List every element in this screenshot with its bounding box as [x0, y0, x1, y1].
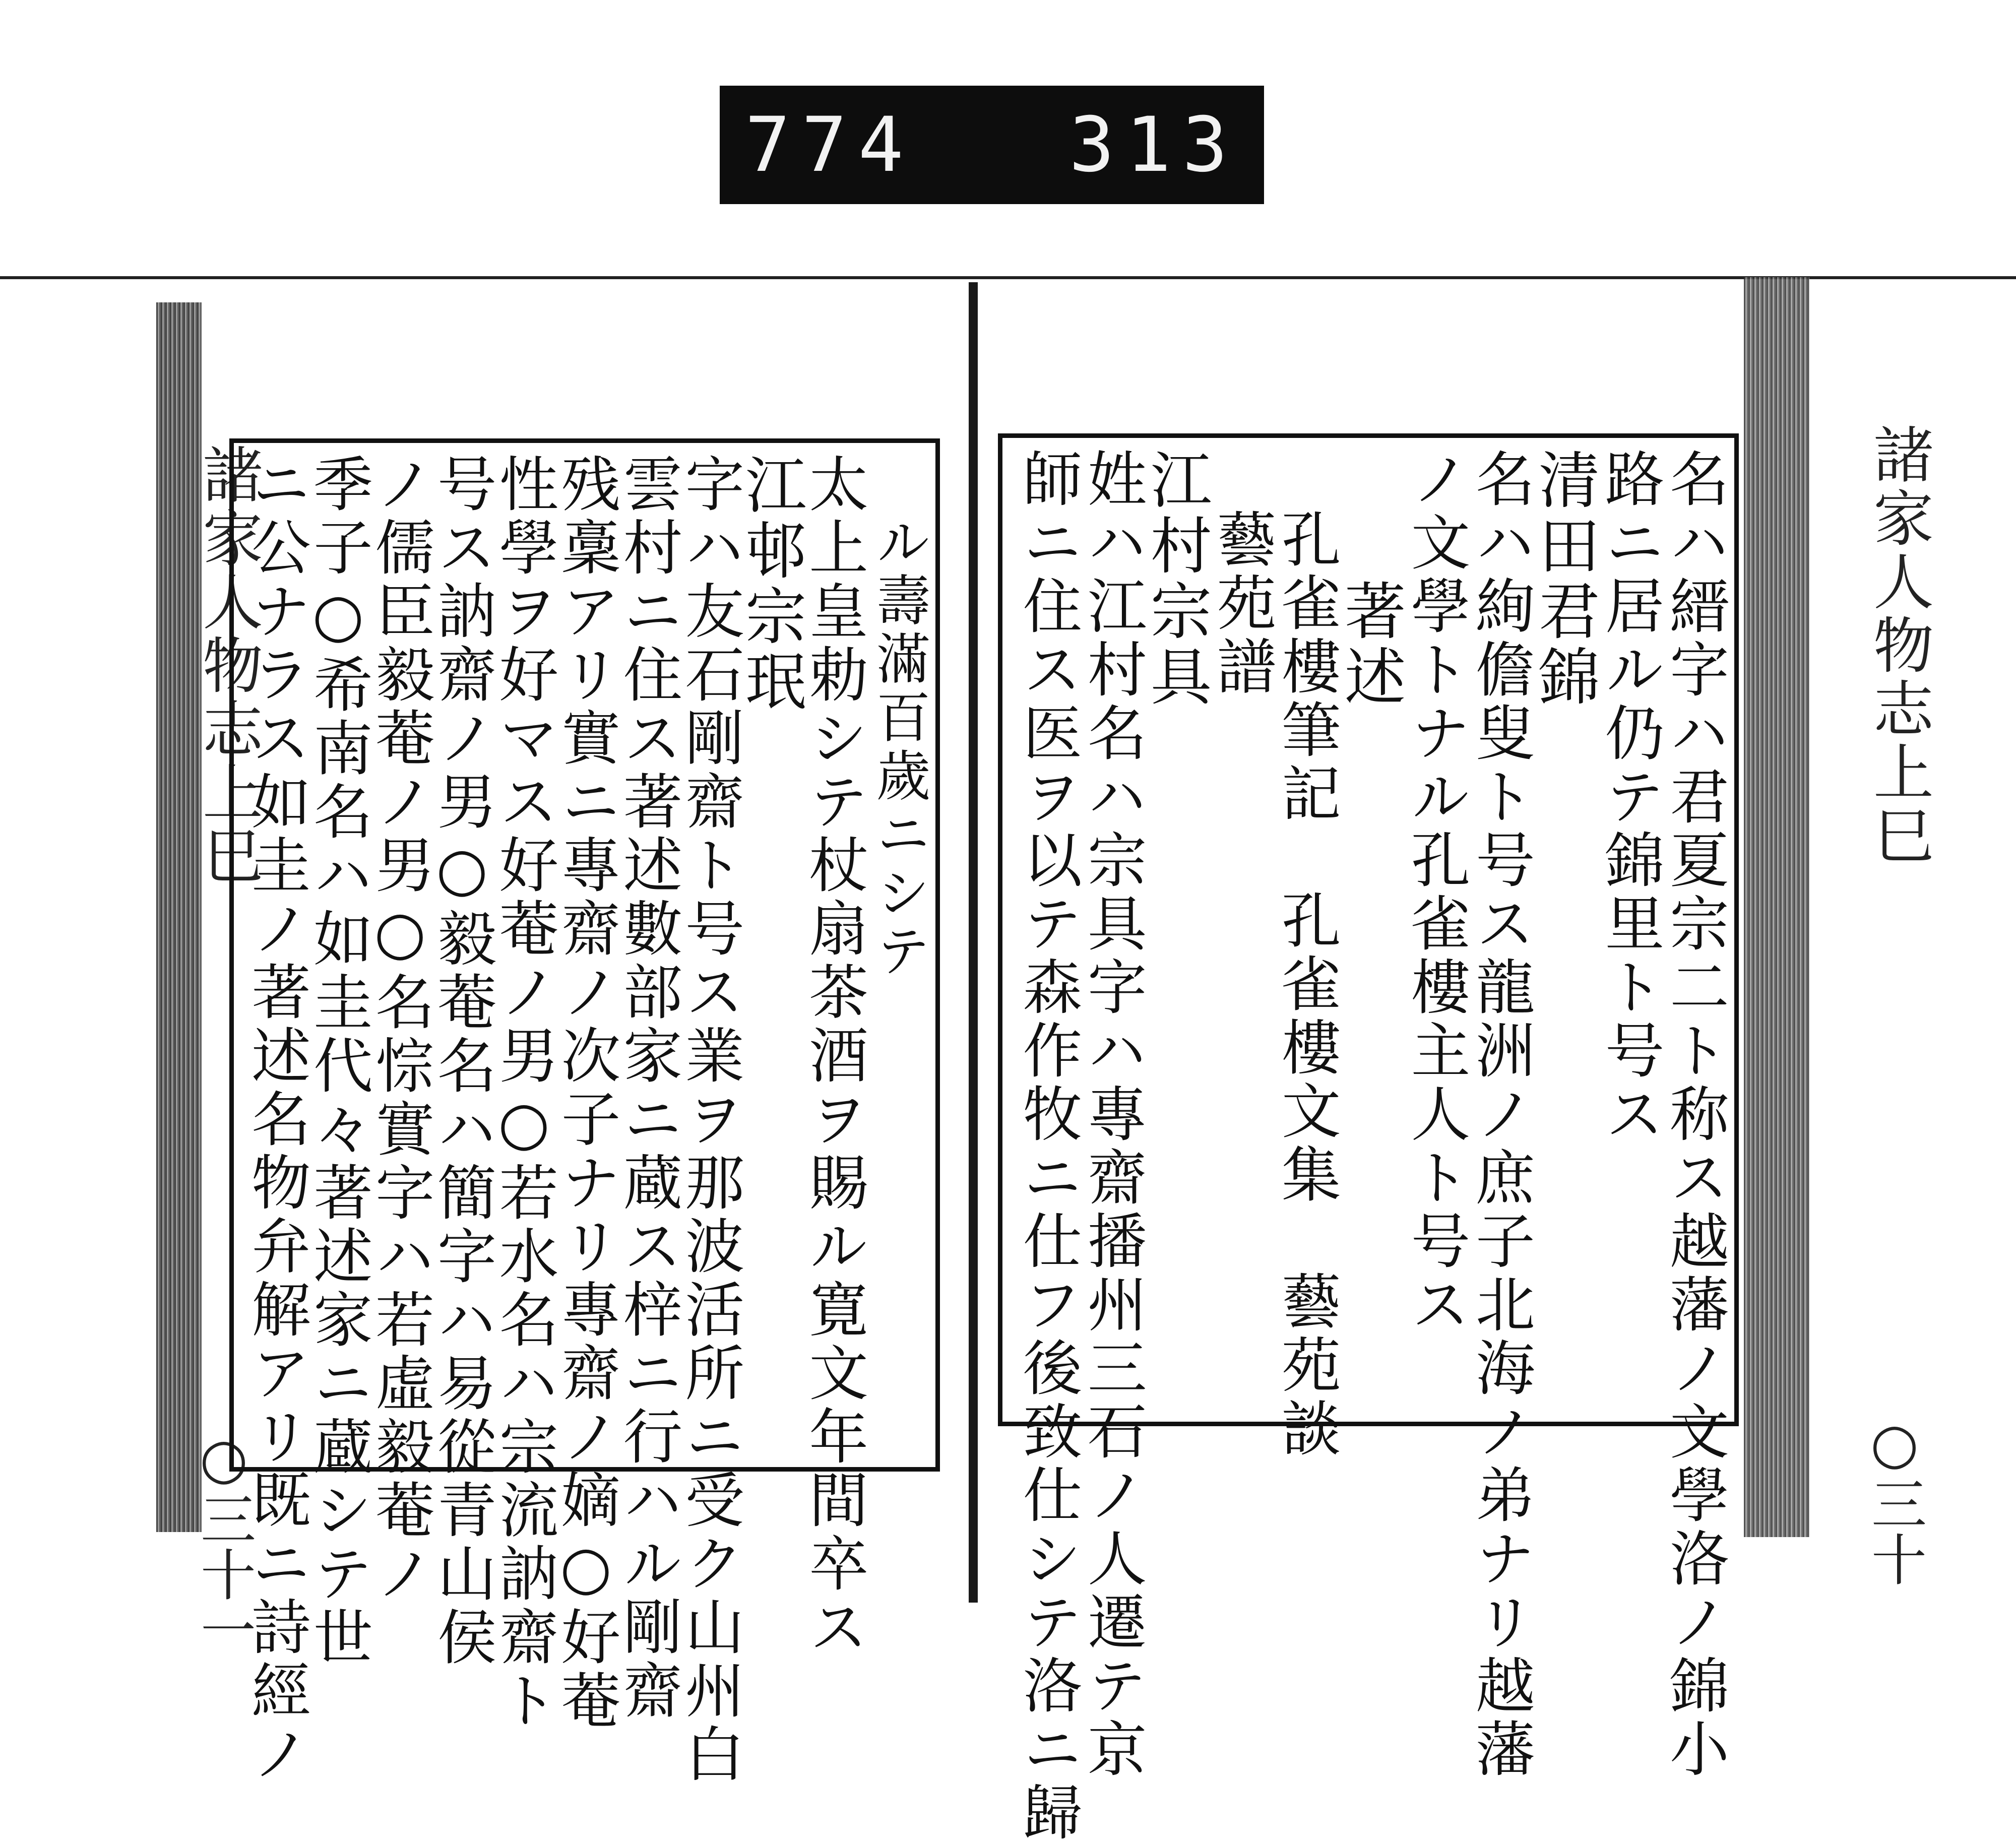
- right-col-9: 江村宗具: [1140, 448, 1212, 710]
- right-col-7: 孔雀樓筆記 孔雀樓文集 藝苑談: [1271, 508, 1341, 1461]
- right-margin-title: 諸家人物志上巳: [1863, 423, 1933, 868]
- right-text-frame: [998, 433, 1739, 1845]
- left-col-8: 号ス訥齋ノ男○毅菴名ハ簡字ハ易從青山侯: [427, 453, 497, 1670]
- right-col-11: 師ニ住ス医ヲ以テ森作牧ニ仕フ後致仕シテ洛ニ歸: [1013, 448, 1083, 1845]
- left-col-3: 江邨宗珉: [735, 453, 807, 715]
- right-col-10: 姓ハ江村名ハ宗具字ハ專齋播州三石ノ人遷テ京: [1077, 448, 1147, 1782]
- right-col-2: 路ニ居ル仍テ錦里ト号ス: [1595, 448, 1665, 1147]
- right-page-edge: [1744, 277, 1809, 1537]
- left-col-5: 雲村ニ住ス著述數部家ニ蔵ス梓ニ行ハル剛齋: [613, 453, 683, 1723]
- label-right-number: 313: [1069, 101, 1239, 189]
- right-col-8: 藝苑譜: [1207, 508, 1277, 699]
- left-margin-title: 諸家人物志上巳: [193, 443, 263, 888]
- book-gutter: [969, 282, 978, 1603]
- right-col-3: 清田君錦: [1528, 448, 1600, 710]
- left-text-frame: [229, 438, 940, 1787]
- archive-number-label: [720, 86, 1264, 204]
- left-page: [156, 282, 970, 1787]
- left-col-9: ノ儒臣毅菴ノ男○名悰實字ハ若虛毅菴ノ: [365, 453, 435, 1606]
- left-col-10: 季子○希南名ハ如圭代々著述家ニ蔵シテ世: [303, 453, 373, 1670]
- left-col-11: ニ公ナラス如圭ノ著述名物弁解アリ既ニ詩經ノ: [241, 453, 311, 1787]
- left-col-7: 性學ヲ好マス好菴ノ男○若水名ハ宗流訥齋ト: [489, 453, 559, 1733]
- right-col-5: ノ文學トナル孔雀樓主人ト号ス: [1401, 448, 1471, 1337]
- right-leaf-number: ○三十: [1862, 1411, 1927, 1586]
- label-left-number: 774: [745, 101, 915, 189]
- left-text-columns: [241, 453, 930, 1787]
- left-col-4: 字ハ友石剛齋ト号ス業ヲ那波活所ニ受ク山州白: [675, 453, 745, 1787]
- right-col-1: 名ハ縉字ハ君夏宗二ト称ス越藩ノ文學洛ノ錦小: [1659, 448, 1729, 1782]
- right-text-columns: [1013, 448, 1729, 1845]
- left-col-2: 太上皇勅シテ杖扇茶酒ヲ賜ル寛文年間卒ス: [799, 453, 869, 1660]
- left-leaf-number: ○三十一: [192, 1426, 256, 1657]
- open-book: [156, 267, 1933, 1845]
- left-col-1: ル壽滿百歲ニシテ: [866, 514, 930, 981]
- right-col-6: 著述: [1334, 579, 1406, 710]
- left-col-6: 残稾アリ實ニ專齋ノ次子ナリ專齋ノ嫡○好菴: [551, 453, 621, 1733]
- right-col-4: 名ハ絢儋叟ト号ス龍洲ノ庶子北海ノ弟ナリ越藩: [1465, 448, 1535, 1782]
